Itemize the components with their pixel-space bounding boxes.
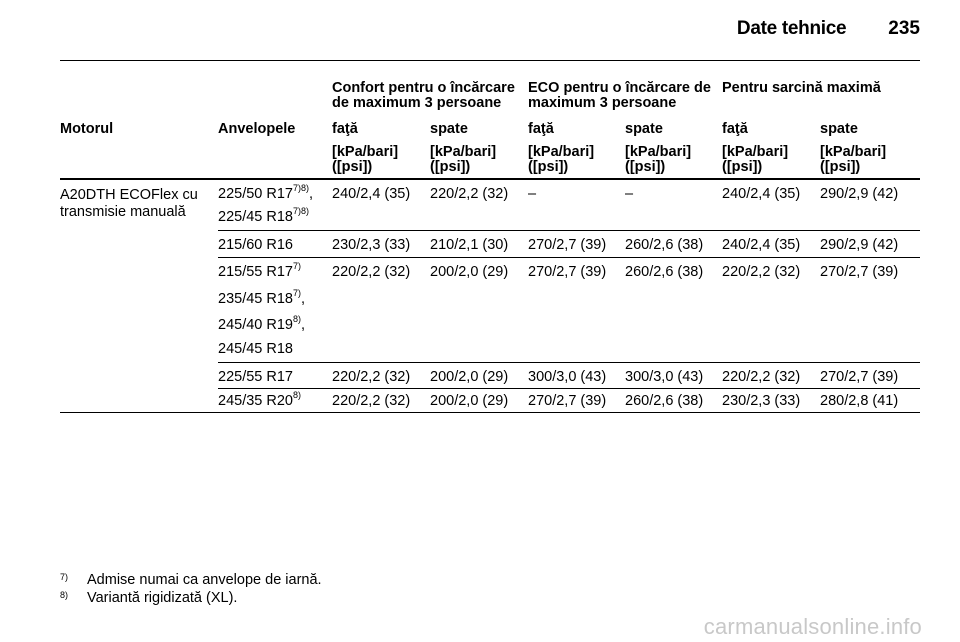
col-header-front-max: faţă <box>722 121 748 137</box>
pressure-value: 270/2,7 (39) <box>820 369 899 385</box>
pressure-value: 270/2,7 (39) <box>820 264 899 280</box>
tyre-size: 245/35 R20$^{8)}$ <box>218 390 301 409</box>
pressure-value: 270/2,7 (39) <box>528 393 607 409</box>
unit-label: [kPa/bari] ([psi]) <box>430 144 497 175</box>
engine-cell: A20DTH ECOFlex cu transmisie manuală <box>60 187 198 220</box>
footnote-text: Admise numai ca anvelope de iarnă. <box>87 572 322 588</box>
tyre-size: 235/45 R18$^{7)}$, <box>218 288 306 307</box>
pressure-value: 230/2,3 (33) <box>332 237 411 253</box>
tyre-size: 225/45 $R18^{7)8)}$ <box>218 206 309 225</box>
col-header-tyres: Anvelopele <box>218 121 296 137</box>
pressure-value: 220/2,2 (32) <box>722 264 801 280</box>
col-header-front-eco: faţă <box>528 121 554 137</box>
pressure-value: – <box>528 186 537 202</box>
group-header-comfort: Confort pentru o încărcare de maximum 3 persoane <box>332 80 515 111</box>
pressure-value: 230/2,3 (33) <box>722 393 801 409</box>
pressure-value: 220/2,2 (32) <box>332 264 411 280</box>
pressure-value: 200/2,0 (29) <box>430 393 509 409</box>
col-header-rear-eco: spate <box>625 121 663 137</box>
unit-label: [kPa/bari] ([psi]) <box>722 144 789 175</box>
tyre-size: 215/55 R17$^{7)}$ <box>218 261 301 280</box>
table-header-rule <box>60 178 920 180</box>
pressure-value: 200/2,0 (29) <box>430 264 509 280</box>
tyre-size: 245/45 R18 <box>218 341 293 357</box>
pressure-value: 300/3,0 (43) <box>625 369 704 385</box>
tyre-size: 225/50 $R17^{7)8)}$, <box>218 183 314 202</box>
pressure-value: 200/2,0 (29) <box>430 369 509 385</box>
page-title: Date tehnice <box>736 18 847 39</box>
pressure-value: 260/2,6 (38) <box>625 264 704 280</box>
unit-label: [kPa/bari] ([psi]) <box>820 144 887 175</box>
unit-label: [kPa/bari] ([psi]) <box>625 144 692 175</box>
tyre-size: 225/55 R17 <box>218 369 293 385</box>
pressure-value: 220/2,2 (32) <box>722 369 801 385</box>
pressure-value: 270/2,7 (39) <box>528 264 607 280</box>
watermark: carmanualsonline.info <box>703 614 922 639</box>
pressure-value: 300/3,0 (43) <box>528 369 607 385</box>
page-number: 235 <box>888 18 920 39</box>
group-header-eco: ECO pentru o încărcare de maximum 3 persoane <box>528 80 711 111</box>
header-rule <box>60 60 920 61</box>
row-divider <box>218 257 920 258</box>
col-header-front-comfort: faţă <box>332 121 358 137</box>
pressure-value: 220/2,2 (32) <box>430 186 509 202</box>
tyre-size: 245/40 R19$^{8)}$, <box>218 314 306 333</box>
row-divider <box>218 230 920 231</box>
pressure-value: 260/2,6 (38) <box>625 237 704 253</box>
pressure-value: 290/2,9 (42) <box>820 237 899 253</box>
footnote-mark: 8) <box>60 590 69 600</box>
pressure-value: 240/2,4 (35) <box>722 237 801 253</box>
unit-label: [kPa/bari] ([psi]) <box>528 144 595 175</box>
pressure-value: 260/2,6 (38) <box>625 393 704 409</box>
pressure-value: 220/2,2 (32) <box>332 369 411 385</box>
pressure-value: 290/2,9 (42) <box>820 186 899 202</box>
pressure-value: 240/2,4 (35) <box>332 186 411 202</box>
pressure-value: 280/2,8 (41) <box>820 393 899 409</box>
pressure-value: – <box>625 186 634 202</box>
tyre-size: 215/60 R16 <box>218 237 293 253</box>
table-bottom-rule <box>60 412 920 413</box>
pressure-value: 220/2,2 (32) <box>332 393 411 409</box>
footnote-mark: 7) <box>60 572 69 582</box>
col-header-rear-comfort: spate <box>430 121 468 137</box>
pressure-value: 240/2,4 (35) <box>722 186 801 202</box>
unit-label: [kPa/bari] ([psi]) <box>332 144 399 175</box>
pressure-value: 210/2,1 (30) <box>430 237 509 253</box>
row-divider <box>218 362 920 363</box>
page-header <box>0 18 920 48</box>
col-header-engine: Motorul <box>60 121 114 137</box>
col-header-rear-max: spate <box>820 121 858 137</box>
row-divider <box>218 388 920 389</box>
pressure-value: 270/2,7 (39) <box>528 237 607 253</box>
footnote-text: Variantă rigidizată (XL). <box>87 590 238 606</box>
group-header-max-load: Pentru sarcină maximă <box>722 80 881 96</box>
